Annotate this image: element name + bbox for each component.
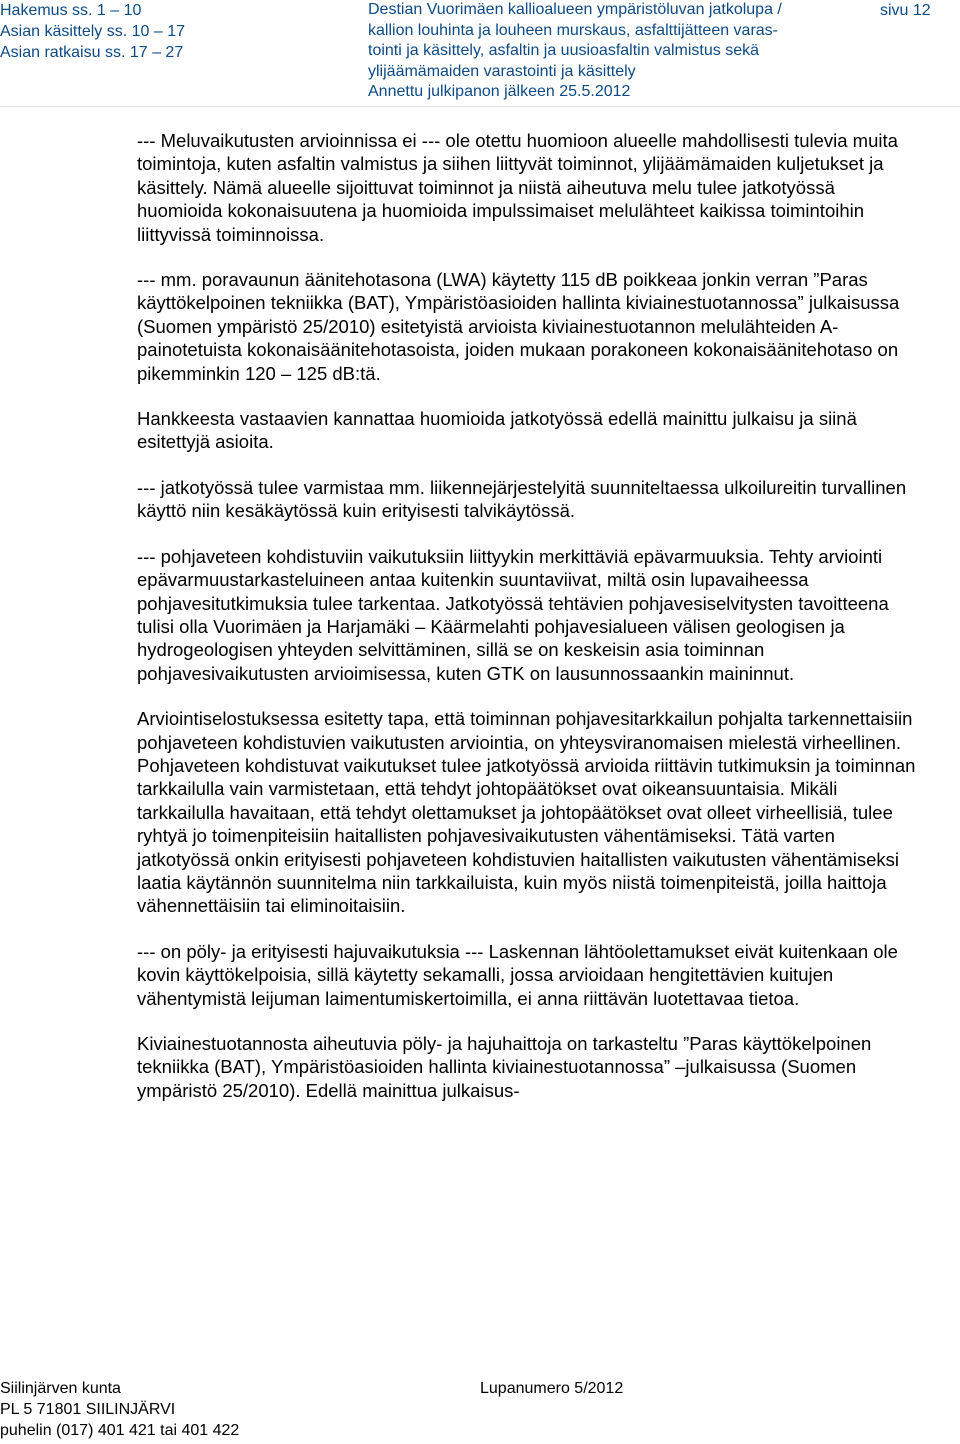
header-section-line: Asian ratkaisu ss. 17 – 27	[0, 44, 184, 61]
header-divider	[0, 106, 960, 107]
page-number: sivu 12	[880, 2, 931, 19]
header-date-line: Annettu julkipanon jälkeen 25.5.2012	[368, 83, 631, 100]
paragraph: Arviointiselostuksessa esitetty tapa, että toiminnan pohjavesitarkkailun pohjalta tarkennettaisiin pohjaveteen kohdistuvien vaikutusten arviointia, on yhteysviranomaisen mielestä virheellinen. Pohjaveteen kohdistuvat vaikutukset tulee jatkotyössä arvioida riittävin tutkimuksin ja toiminnan tarkkailulla vain varmistetaan, että tehdyt johtopäätökset ovat oikeansuuntaisia. Mikäli tarkkailulla havaitaan, että tehdyt olettamukset ja johtopäätökset ovat olleet virheellisiä, tulee ryhtyä jo toimenpiteisiin haitallisten pohjavesivaikutusten vähentämiseksi. Tätä varten jatkotyössä onkin erityisesti pohjaveteen kohdistuvien haitallisten vaikutusten vähentämiseksi laatia käytännön suunnitelma niin tarkkailuista, kuin myös niistä toimenpiteistä, joilla haittoja vähennettäisiin tai eliminoitaisiin.	[137, 708, 916, 917]
paragraph: --- jatkotyössä tulee varmistaa mm. liikennejärjestelyitä suunniteltaessa ulkoilureitin turvallinen käyttö niin kesäkäytössä kuin erityisesti talvikäytössä.	[137, 476, 907, 522]
header-section-line: Hakemus ss. 1 – 10	[0, 2, 142, 19]
header-title-line: tointi ja käsittely, asfaltin ja uusioasfaltin valmistus sekä	[368, 42, 759, 59]
paragraph: --- on pöly- ja erityisesti hajuvaikutuksia --- Laskennan lähtöolettamukset eivät kuitenkaan ole kovin käyttökelpoisia, sillä käytetty sekamalli, jossa arvioidaan hengitettävien kuitujen vähentymistä leijuman laimentumiskertoimilla, ei anna riittävän luotettavaa tietoa.	[137, 940, 898, 1009]
footer-address	[0, 1378, 239, 1441]
paragraph: --- pohjaveteen kohdistuviin vaikutuksiin liittyykin merkittäviä epävarmuuksia. Tehty arviointi epävarmuustarkasteluineen antaa kuitenkin suuntaviivat, miltä osin lupavaiheessa pohjavesitutkimuksia tulee tarkentaa. Jatkotyössä tehtävien pohjavesiselvitysten tavoitteena tulisi olla Vuorimäen ja Harjamäki – Käärmelahti pohjavesialueen välisen geologisen ja hydrogeologisen yhteyden selvittäminen, sillä se on keskeisin asia toiminnan pohjavesivaikutusten arvioimisessa, kuten GTK on lausunnossaankin maininnut.	[137, 545, 889, 684]
header-case-sections	[0, 0, 185, 63]
header-section-line: Asian käsittely ss. 10 – 17	[0, 23, 185, 40]
paragraph: Kiviainestuotannosta aiheutuvia pöly- ja hajuhaittoja on tarkasteltu ”Paras käyttökelpoinen tekniikka (BAT), Ympäristöasioiden hallinta kiviainestuotannossa” –julkaisussa (Suomen ympäristö 25/2010). Edellä mainittua julkaisus-	[137, 1033, 872, 1101]
paragraph: --- mm. poravaunun äänitehotasona (LWA) käytetty 115 dB poikkeaa jonkin verran ”Paras käyttökelpoinen tekniikka (BAT), Ympäristöasioiden hallinta kiviainestuotannossa” julkaisussa (Suomen ympäristö 25/2010) esitetyistä arvioista kiviainestuotannon melulähteiden A-painotetuista kokonaisäänitehotasoista, joiden mukaan porakoneen kokonaisäänitehotaso on pikemminkin 120 – 125 dB:tä.	[137, 269, 900, 384]
footer-municipality: Siilinjärven kunta	[0, 1380, 121, 1397]
header-title-line: ylijäämämaiden varastointi ja käsittely	[368, 62, 636, 80]
header-title-line: Destian Vuorimäen kallioalueen ympäristöluvan jatkolupa /	[368, 1, 782, 18]
footer-postal-address: PL 5 71801 SIILINJÄRVI	[0, 1401, 176, 1418]
document-body	[137, 129, 925, 1124]
header-title-line: kallion louhinta ja louheen murskaus, asfalttijätteen varas-	[368, 21, 779, 39]
header-title	[368, 0, 868, 103]
footer-permit-number: Lupanumero 5/2012	[480, 1380, 624, 1397]
paragraph: --- Meluvaikutusten arvioinnissa ei --- ole otettu huomioon alueelle mahdollisesti tulevia muita toimintoja, kuten asfaltin valmistus ja siihen liittyvät toiminnot, ylijäämämaiden kuljetukset ja käsittely. Nämä alueelle sijoittuvat toiminnot ja niistä aiheutuva melu tulee jatkotyössä huomioida kokonaisuutena ja huomioida impulssimaiset melulähteet kaikissa toimintoihin liittyvissä toiminnoissa.	[137, 130, 898, 245]
paragraph: Hankkeesta vastaavien kannattaa huomioida jatkotyössä edellä mainittu julkaisu ja siinä esitettyjä asioita.	[137, 408, 857, 453]
footer-phone: puhelin (017) 401 421 tai 401 422	[0, 1422, 240, 1439]
